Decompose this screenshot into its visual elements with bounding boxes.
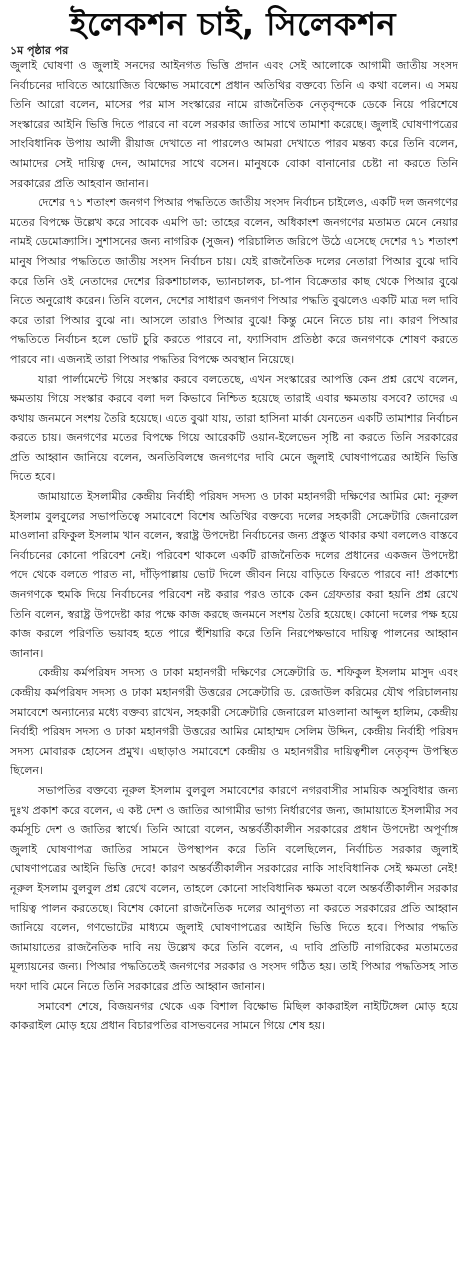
- article-paragraph: জামায়াতে ইসলামীর কেন্দ্রীয় নির্বাহী পরিষদ সদস্য ও ঢাকা মহানগরী দক্ষিণের আমির মো: নূরুল ইসলাম বুলবুলের সভাপতিত্বে সমাবেশে বিশেষ অতিথির বক্তব্যে দলের সহকারী সেক্রেটারি জেনারেল মাওলানা রফিকুল ইসলাম খান বলেন, স্বরাষ্ট্র উপদেষ্টা নির্বাচনের জন্য প্রস্তুত থাকার কথা বললেও বাস্তবে নির্বাচনের কোনো পরিবেশ নেই। পরিবেশ থাকলে একটি রাজনৈতিক দলের প্রধানের একজন উপদেষ্টা পদে থেকে বলতে পারত না, দাঁড়িপাল্লায় ভোট দিলে জীবন নিয়ে বাড়িতে ফিরতে পারবে না! প্রকাশ্যে জনগণকে হুমকি দিয়ে নির্বাচনের পরিবেশ নষ্ট করার পরও তাকে কেন গ্রেফতার করা হয়নি প্রশ্ন রেখে তিনি বলেন, স্বরাষ্ট্র উপদেষ্টা কার পক্ষে কাজ করছে জনমনে সংশয় তৈরি হয়েছে। কোনো দলের পক্ষ হয়ে কাজ করলে পরিণতি ভয়াবহ হতে পারে হুঁশিয়ারি করে তিনি নিরপেক্ষভাবে দায়িত্ব পালনের আহ্বান জানান।: [10, 490, 458, 660]
- article-paragraph: সমাবেশ শেষে, বিজয়নগর থেকে এক বিশাল বিক্ষোভ মিছিল কাকরাইল নাইটিঙ্গেল মোড় হয়ে কাকরাইল মোড় হয়ে প্রধান বিচারপতির বাসভবনের সামনে গিয়ে শেষ হয়।: [10, 999, 458, 1033]
- headline: ইলেকশন চাই, সিলেকশন: [69, 5, 397, 43]
- continued-from-label: ১ম পৃষ্ঠার পর: [10, 44, 69, 57]
- article-paragraph: কেন্দ্রীয় কর্মপরিষদ সদস্য ও ঢাকা মহানগরী দক্ষিণের সেক্রেটারি ড. শফিকুল ইসলাম মাসুদ এবং কেন্দ্রীয় কর্মপরিষদ সদস্য ও ঢাকা মহানগরী উত্তরের সেক্রেটারি ড. রেজাউল করিমের যৌথ পরিচালনায় সমাবেশে অন্যান্যের মধ্যে বক্তব্য রাখেন, সহকারী সেক্রেটারি জেনারেল মাওলানা আব্দুল হালিম, কেন্দ্রীয় নির্বাহী পরিষদ সদস্য ও ঢাকা মহানগরী উত্তরের আমির মোহাম্মদ সেলিম উদ্দিন, কেন্দ্রীয় নির্বাহী পরিষদ সদস্য মোবারক হোসেন প্রমুখ। এছাড়াও সমাবেশে কেন্দ্রীয় ও মহানগরীর দায়িত্বশীল নেতৃবৃন্দ উপস্থিত ছিলেন।: [10, 666, 458, 778]
- article-paragraph: যারা পার্লামেন্টে গিয়ে সংস্কার করবে বলতেছে, এখন সংস্কারের আপত্তি কেন প্রশ্ন রেখে বলেন, ক্ষমতায় গিয়ে সংস্কার করবে বলা দল কিভাবে নিশ্চিত হয়েছে তারাই এবার ক্ষমতায় বসবে? তাদের এ কথায় জনমনে সংশয় তৈরি হয়েছে। এতে বুঝা যায়, তারা হাসিনা মার্কা যেনতেন একটি তামাশার নির্বাচন করতে চায়। জনগণের মতের বিপক্ষে গিয়ে আরেকটি ওয়ান-ইলেভেন সৃষ্টি না করতে তিনি সরকারের প্রতি আহ্বান জানিয়ে বলেন, অনতিবিলম্বে জনগণের দাবি মেনে জুলাই ঘোষণাপত্রের আইনি ভিত্তি দিতে হবে।: [10, 372, 458, 484]
- article-paragraph: সভাপতির বক্তব্যে নূরুল ইসলাম বুলবুল সমাবেশের কারণে নগরবাসীর সাময়িক অসুবিধার জন্য দুঃখ প্রকাশ করে বলেন, এ কষ্ট দেশ ও জাতির আগামীর ভাগ্য নির্ধারণের জন্য, জামায়াতে ইসলামীর সব কর্মসূচি দেশ ও জাতির স্বার্থে। তিনি আরো বলেন, অন্তর্বর্তীকালীন সরকারের প্রধান উপদেষ্টা অপূর্ণাঙ্গ জুলাই ঘোষণাপত্র জাতির সামনে উপস্থাপন করে তিনি বলেছিলেন, নির্বাচিত সরকার জুলাই ঘোষণাপত্রের আইনি ভিত্তি দেবে! কারণ অন্তর্বর্তীকালীন সরকারের নাকি সাংবিধানিক সেই ক্ষমতা নেই! নূরুল ইসলাম বুলবুল প্রশ্ন রেখে বলেন, তাহলে কোনো সাংবিধানিক ক্ষমতা বলে অন্তর্বর্তীকালীন সরকার দায়িত্ব পালন করতেছে। বিশেষ কোনো রাজনৈতিক দলের আনুগত্য না করতে সরকারের প্রতি আহ্বান জানিয়ে বলেন, গণভোটের মাধ্যমে জুলাই ঘোষণাপত্রের আইনি ভিত্তি দিতে হবে। পিআর পদ্ধতি জামায়াতের রাজনৈতিক দাবি নয় উল্লেখ করে তিনি বলেন, এ দাবি প্রতিটি নাগরিকের মতামতের মূল্যায়নের জন্য। পিআর পদ্ধতিতেই জনগণের সরকার ও সংসদ গঠিত হয়। তাই পিআর পদ্ধতিসহ সাত দফা দাবি মেনে নিতে তিনি সরকারের প্রতি আহ্বান জানান।: [10, 783, 458, 993]
- article-body: [10, 56, 458, 1226]
- article-paragraph: জুলাই ঘোষণা ও জুলাই সনদের আইনগত ভিত্তি প্রদান এবং সেই আলোকে আগামী জাতীয় সংসদ নির্বাচনের দাবিতে আয়োজিত বিক্ষোভ সমাবেশে প্রধান অতিথির বক্তব্যে তিনি এ কথা বলেন। এ সময় তিনি আরো বলেন, মাসের পর মাস সংস্কারের নামে রাজনৈতিক নেতৃবৃন্দকে ডেকে নিয়ে পরিশেষে সংস্কারের আইনি ভিত্তি দিতে পারবে না বলে সরকার জাতির সাথে তামাশা করেছে। জুলাই ঘোষণাপত্রের সাংবিধানিক উপায় আলী রীয়াজ দেখাতে না পারলেও আমরা দেখাতে পারব মন্তব্য করে তিনি বলেন, আমাদের সেই দায়িত্ব দেন, আমাদের সাথে বসেন। মানুষকে বোকা বানানোর চেষ্টা না করতে তিনি সরকারের প্রতি আহবান জানান।: [10, 59, 458, 190]
- article-paragraph: দেশের ৭১ শতাংশ জনগণ পিআর পদ্ধতিতে জাতীয় সংসদ নির্বাচন চাইলেও, একটি দল জনগণের মতের বিপক্ষে উল্লেখ করে সাবেক এমপি ডা: তাহের বলেন, অধিকাংশ জনগণের মতামত মেনে নেয়ার নামই ডেমোক্র্যাসি। সুশাসনের জন্য নাগরিক (সুজন) পরিচালিত জরিপে উঠে এসেছে দেশের ৭১ শতাংশ মানুষ পিআর পদ্ধতিতে জাতীয় সংসদ নির্বাচন চায়। যেই রাজনৈতিক দলের নেতারা পিআর বুঝে দাবি করে তিনি ওই নেতাদের দেশের রিকশাচালক, ভ্যানচালক, চা-পান বিক্রেতার কাছ থেকে পিআর বুঝে নিতে অনুরোধ করেন। তিনি বলেন, দেশের সাধারণ জনগণ পিআর পদ্ধতি বুঝলেও একটি মাত্র দল দাবি করে তারা পিআর বুঝে না। আসলে তারাও পিআর বুঝে! কিন্তু মেনে নিতে চায় না। কারণ পিআর পদ্ধতিতে নির্বাচন হলে ভোট চুরি করতে পারবে না, ফ্যাসিবাদ প্রতিষ্ঠা করে জনগণকে শোষণ করতে পারবে না। এজন্যই তারা পিআর পদ্ধতির বিপক্ষে অবস্থান নিয়েছে।: [10, 196, 458, 366]
